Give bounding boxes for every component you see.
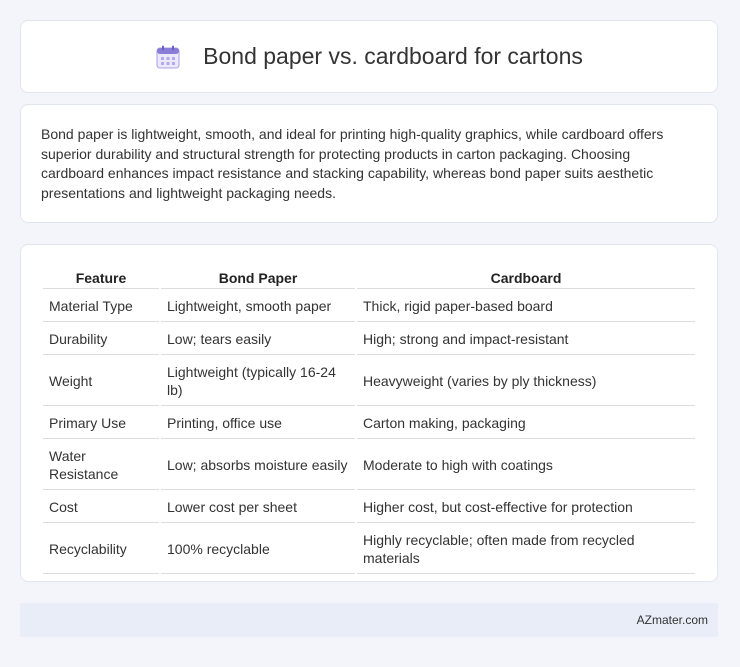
- feature-cell: Water Resistance: [43, 441, 159, 490]
- table-row: [43, 441, 695, 490]
- footer: [20, 603, 718, 637]
- feature-cell: Primary Use: [43, 408, 159, 439]
- table-row: [43, 324, 695, 355]
- bond-paper-cell: Lower cost per sheet: [161, 492, 355, 523]
- header-bond-paper: Bond Paper: [161, 265, 355, 289]
- table-row: [43, 291, 695, 322]
- feature-cell: Material Type: [43, 291, 159, 322]
- comparison-table: [41, 263, 697, 576]
- bond-paper-cell: Low; absorbs moisture easily: [161, 441, 355, 490]
- cardboard-cell: Higher cost, but cost-effective for protection: [357, 492, 695, 523]
- calendar-icon: [155, 44, 181, 70]
- table-header-row: [43, 265, 695, 289]
- cardboard-cell: High; strong and impact-resistant: [357, 324, 695, 355]
- feature-cell: Durability: [43, 324, 159, 355]
- intro-card: [20, 104, 718, 223]
- bond-paper-cell: 100% recyclable: [161, 525, 355, 574]
- table-row: [43, 525, 695, 574]
- table-row: [43, 357, 695, 406]
- footer-site: AZmater.com: [636, 613, 708, 627]
- page-title: Bond paper vs. cardboard for cartons: [203, 43, 583, 69]
- feature-cell: Cost: [43, 492, 159, 523]
- table-row: [43, 408, 695, 439]
- cardboard-cell: Heavyweight (varies by ply thickness): [357, 357, 695, 406]
- comparison-card: [20, 244, 718, 582]
- table-row: [43, 492, 695, 523]
- cardboard-cell: Carton making, packaging: [357, 408, 695, 439]
- intro-text: Bond paper is lightweight, smooth, and ideal for printing high-quality graphics, while cardboard offers superior durability and structural strength for protecting products in carton packaging. Choosing cardboard enhances impact resistance and stacking capability, whereas bond paper suits aesthetic presentations and lightweight packaging needs.: [41, 126, 664, 201]
- feature-cell: Recyclability: [43, 525, 159, 574]
- cardboard-cell: Moderate to high with coatings: [357, 441, 695, 490]
- bond-paper-cell: Low; tears easily: [161, 324, 355, 355]
- bond-paper-cell: Printing, office use: [161, 408, 355, 439]
- title-card: [20, 20, 718, 93]
- feature-cell: Weight: [43, 357, 159, 406]
- cardboard-cell: Thick, rigid paper-based board: [357, 291, 695, 322]
- bond-paper-cell: Lightweight, smooth paper: [161, 291, 355, 322]
- cardboard-cell: Highly recyclable; often made from recycled materials: [357, 525, 695, 574]
- header-feature: Feature: [43, 265, 159, 289]
- bond-paper-cell: Lightweight (typically 16-24 lb): [161, 357, 355, 406]
- header-cardboard: Cardboard: [357, 265, 695, 289]
